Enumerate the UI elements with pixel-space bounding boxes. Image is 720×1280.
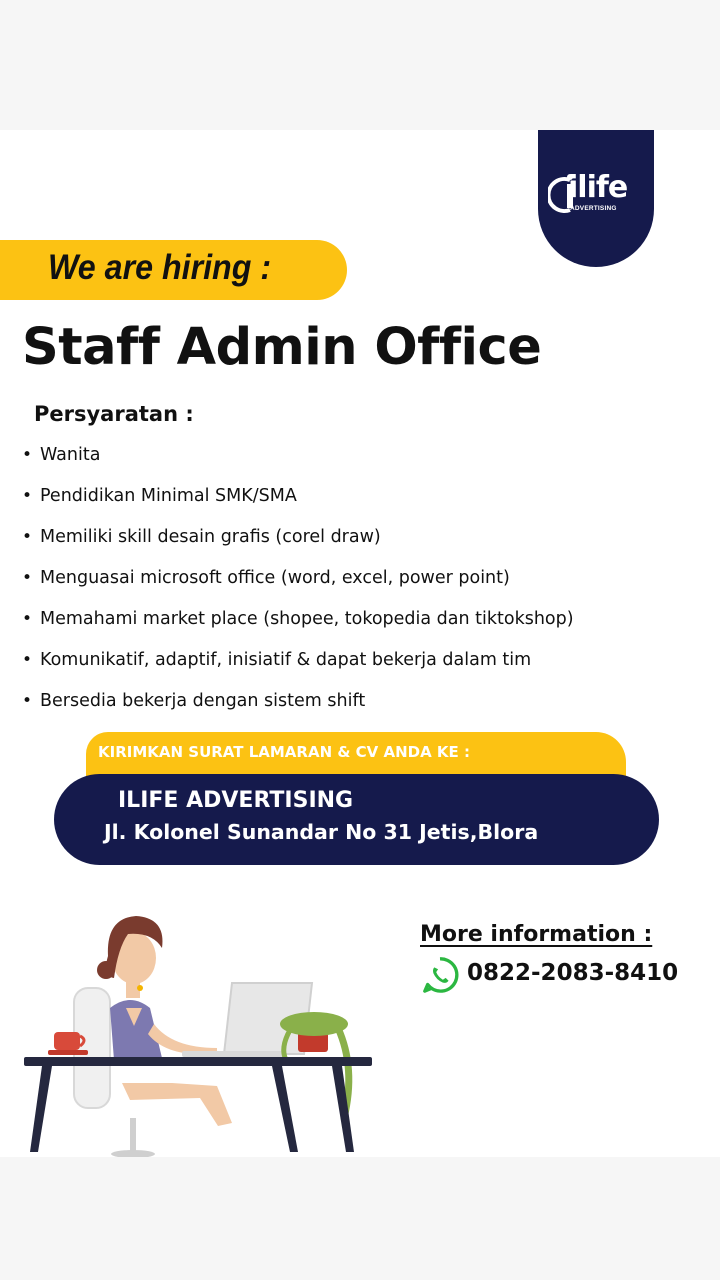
ilife-logo-badge [538, 130, 654, 267]
more-information-label: More information : [420, 922, 653, 947]
send-application-banner [86, 732, 626, 778]
list-item: • Memiliki skill desain grafis (corel draw) [22, 527, 381, 547]
logo-wordmark: ilife [568, 170, 628, 205]
company-address: Jl. Kolonel Sunandar No 31 Jetis,Blora [104, 820, 539, 844]
bullet-icon: • [22, 527, 33, 547]
company-name: ILIFE ADVERTISING [118, 788, 354, 813]
list-item: • Memahami market place (shopee, tokopedia dan tiktokshop) [22, 609, 574, 629]
list-item: • Wanita [22, 445, 101, 465]
list-item: • Bersedia bekerja dengan sistem shift [22, 691, 366, 711]
list-item: • Komunikatif, adaptif, inisiatif & dapat bekerja dalam tim [22, 650, 532, 670]
bullet-icon: • [22, 691, 33, 711]
requirements-list [22, 444, 574, 731]
list-item: • Menguasai microsoft office (word, excel, power point) [22, 568, 510, 588]
bullet-icon: • [22, 650, 33, 670]
address-box [54, 774, 659, 865]
bullet-icon: • [22, 568, 33, 588]
hiring-poster [0, 130, 720, 1157]
bullet-icon: • [22, 609, 33, 629]
office-worker-illustration [22, 908, 382, 1157]
logo-subtitle: ADVERTISING [570, 205, 617, 212]
bullet-icon: • [22, 445, 33, 465]
send-application-label: KIRIMKAN SURAT LAMARAN & CV ANDA KE : [98, 743, 471, 761]
bullet-icon: • [22, 486, 33, 506]
hiring-banner [0, 240, 347, 300]
requirements-heading: Persyaratan : [34, 402, 194, 426]
phone-number[interactable]: 0822-2083-8410 [467, 960, 679, 986]
list-item: • Pendidikan Minimal SMK/SMA [22, 486, 297, 506]
whatsapp-icon [421, 956, 459, 994]
hiring-label: We are hiring : [48, 248, 272, 287]
job-title: Staff Admin Office [22, 318, 542, 377]
